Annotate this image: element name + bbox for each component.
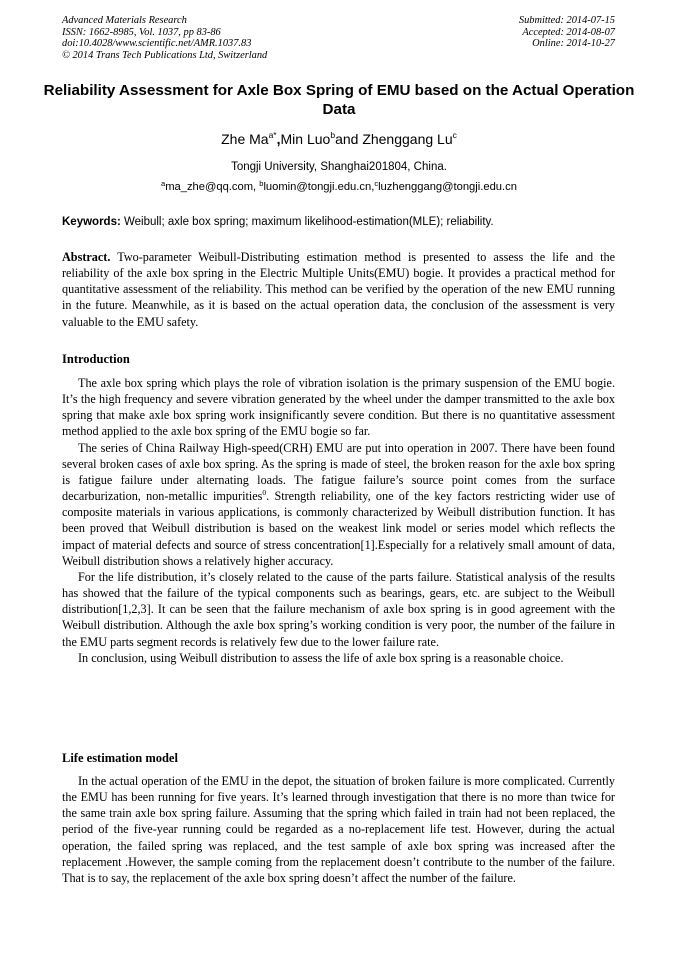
paper-title: Reliability Assessment for Axle Box Spring of EMU based on the Actual Operation Data: [43, 82, 635, 118]
paragraph: In the actual operation of the EMU in the depot, the situation of broken failure is more complicated. Currently the EMU has been running for five years. It’s learned through investigation that there is no more than twice for the same train axle box spring failure. Assuming that the spring which failed in train had not been replaced, the period of the five-year running could be regarded as a no-replacement life test. However, during the actual operation, the failed spring was replaced, and the test sample of axle box spring was increased after the replacement .However, the sample coming from the replacement doesn’t contribute to the number of the failure. That is to say, the replacement of the axle box spring doesn’t affect the number of the failure.: [62, 774, 615, 885]
email-mark: c: [374, 179, 379, 188]
submitted-date: Submitted: 2014-07-15: [518, 15, 615, 26]
author-affil-mark: c: [452, 130, 457, 140]
paragraph: For the life distribution, it’s closely related to the cause of the parts failure. Statistical analysis of the results has showed that the failure of the typical components such as bearings, gears, etc. are subject to the Weibull distribution[1,2,3]. It can be seen that the failure mechanism of axle box spring is in good agreement with the Weibull distribution. Although the axle box spring’s working condition is very poor, the number of the failure in the EMU parts segment records is relatively few due to the lower failure rate.: [62, 569, 615, 649]
author-affil-mark: a*: [268, 130, 277, 140]
email-list: [40, 180, 638, 194]
introduction-body: [62, 375, 615, 666]
email-address: luomin@tongji.edu.cn,: [263, 181, 375, 193]
keywords-text: Weibull; axle box spring; maximum likelihood-estimation(MLE); reliability.: [120, 216, 494, 228]
abstract-label: Abstract.: [62, 250, 111, 264]
paragraph: [62, 440, 615, 569]
accepted-date: Accepted: 2014-08-07: [522, 26, 615, 38]
dates-header: [519, 15, 615, 50]
email-address: ma_zhe@qq.com,: [165, 181, 260, 193]
author-separator: ,: [276, 131, 281, 147]
email-address: luzhenggang@tongji.edu.cn: [378, 181, 517, 193]
author-and: and: [335, 131, 363, 147]
email-mark: a: [161, 179, 166, 188]
author-affil-mark: b: [330, 130, 336, 140]
email-mark: b: [259, 179, 264, 188]
paragraph-text: . Strength reliability, one of the key factors restricting wider use of composite materials in various applications, is commonly characterized by Weibull distribution function. It has been proved that Weibull distribution is based on the weakest link model or series model which reflects the impact of material defects and source of stress concentration[1].Especially for a relatively small amount of data, Weibull distribution shows a relatively higher accuracy.: [62, 489, 615, 568]
life-model-body: [62, 773, 615, 886]
introduction-heading: Introduction: [62, 352, 130, 366]
author-name: Zhe Ma: [221, 131, 269, 147]
online-date: Online: 2014-10-27: [532, 38, 615, 50]
issn-line: ISSN: 1662-8985, Vol. 1037, pp 83-86: [62, 26, 221, 38]
citation-mark: 0: [262, 488, 267, 498]
paragraph: The axle box spring which plays the role of vibration isolation is the primary suspension of the EMU bogie. It’s the high frequency and severe vibration generated by the wheel under the damper transmitted to the axle box spring that make axle box spring work insignificantly severe condition. But there is no quantitative assessment method applied to the axle box spring of the EMU bogie so far.: [62, 376, 615, 439]
life-model-heading: Life estimation model: [62, 751, 178, 765]
author-list: [40, 130, 638, 148]
copyright-line: © 2014 Trans Tech Publications Ltd, Switzerland: [62, 49, 268, 61]
abstract-text: Two-parameter Weibull-Distributing estimation method is presented to assess the life and the reliability of the axle box spring in the Electric Multiple Units(EMU) bogie. It provides a practical method for quantitative assessment of the reliability. This method can be verified by the operation of the new EMU running in the future. Meanwhile, as it is based on the actual operation data, the conclusion of the assessment is very valuable to the EMU safety.: [62, 250, 615, 329]
journal-header: [62, 15, 267, 61]
paragraph: In conclusion, using Weibull distribution to assess the life of axle box spring is a reasonable choice.: [78, 650, 564, 665]
abstract: [62, 249, 615, 330]
author-name: Min Luo: [280, 131, 331, 147]
doi-line: doi:10.4028/www.scientific.net/AMR.1037.83: [62, 38, 252, 50]
keywords: [62, 215, 617, 229]
paragraph-text: The series of China Railway High-speed(CRH) EMU are put into operation in 2007. There have been found several broken cases of axle box spring. As the spring is made of steel, the broken reason for the axle box spring is fatigue failure under alternating loads. The fatigue failure’s source point comes from the surface decarburization, non-metallic impurities: [62, 440, 615, 504]
journal-name: Advanced Materials Research: [62, 15, 187, 26]
author-name: Zhenggang Lu: [362, 131, 453, 147]
affiliation: Tongji University, Shanghai201804, China.: [231, 161, 447, 173]
keywords-label: Keywords:: [62, 216, 121, 228]
